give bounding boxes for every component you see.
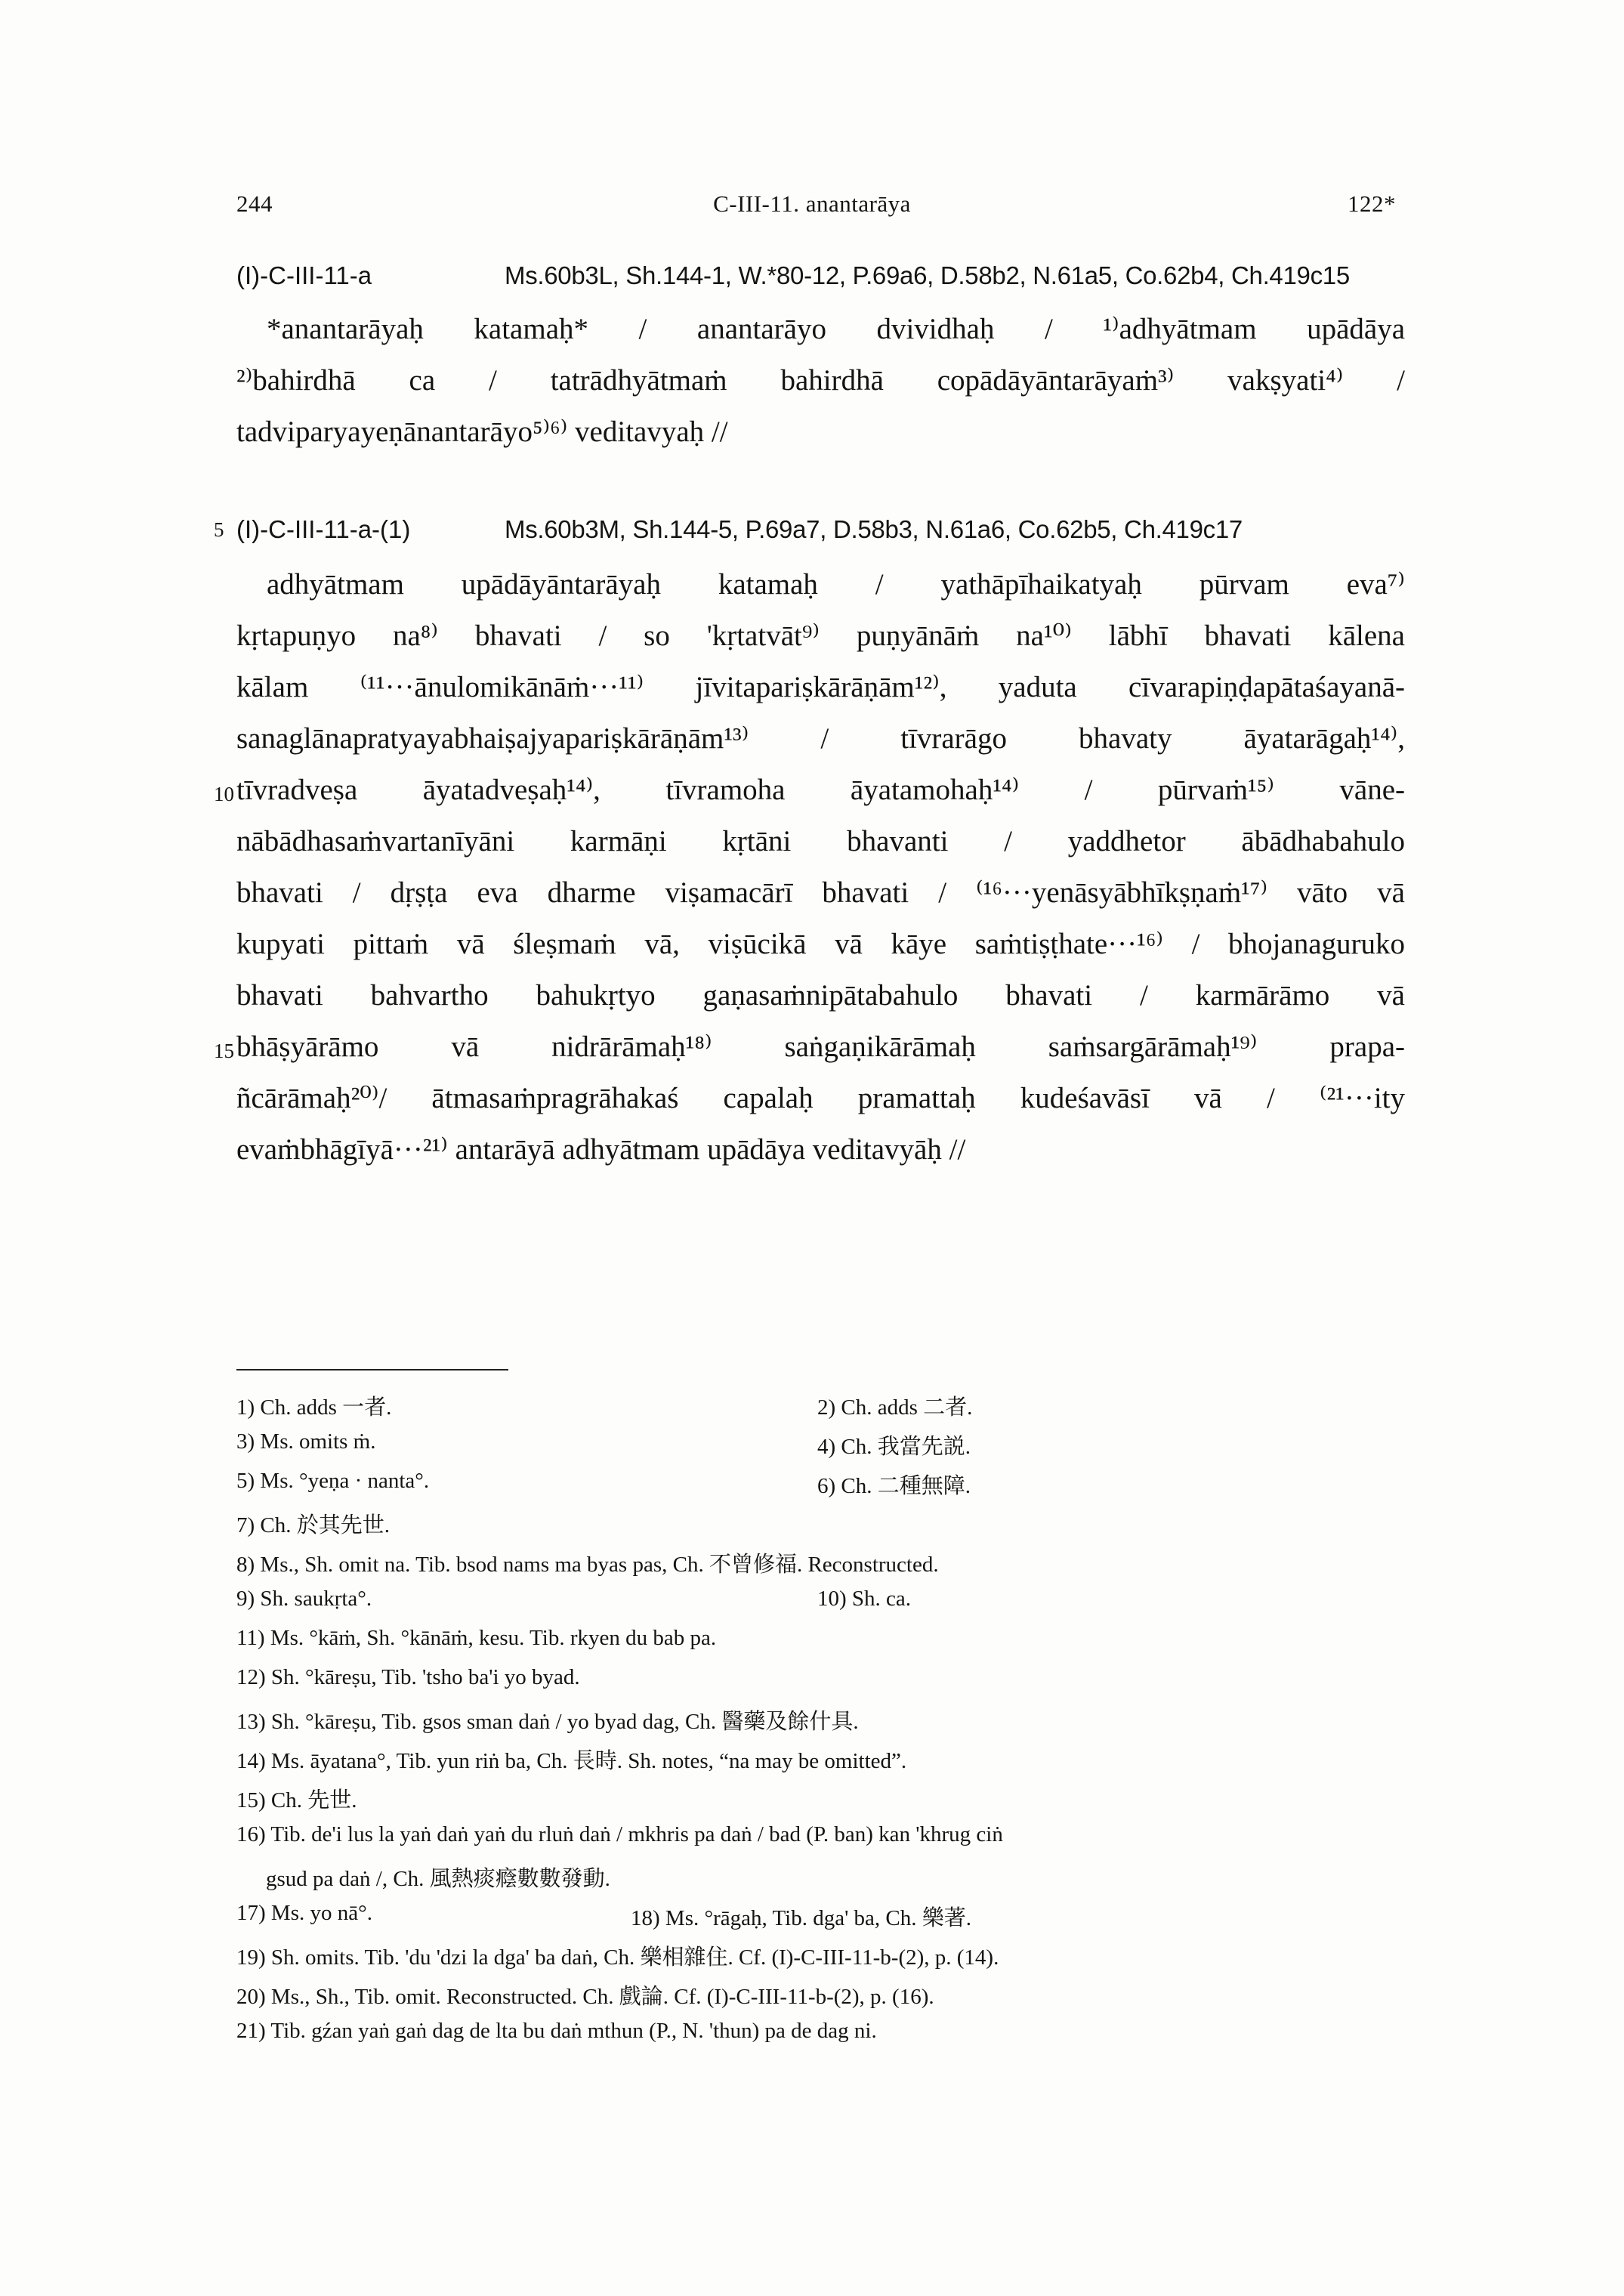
footnote: 1) Ch. adds 一者. (236, 1395, 392, 1420)
footnote: 11) Ms. °kāṁ, Sh. °kānāṁ, kesu. Tib. rkyen du bab pa. (236, 1626, 717, 1650)
text-line: kālam ⁽¹¹···ānulomikānāṁ···¹¹⁾ jīvitapariṣkārāṇām¹²⁾, yaduta cīvarapiṇḍapātaśayanā- (236, 671, 1405, 703)
footnote: 15) Ch. 先世. (236, 1788, 357, 1812)
footnote: 20) Ms., Sh., Tib. omit. Reconstructed. Ch. 戲論. Cf. (I)-C-III-11-b-(2), p. (16). (236, 1985, 934, 2009)
text-line: tīvradveṣa āyatadveṣaḥ¹⁴⁾, tīvramoha āyatamohaḥ¹⁴⁾ / pūrvaṁ¹⁵⁾ vāne- (236, 774, 1405, 806)
page-number-right: 122* (1348, 190, 1396, 217)
footnote: 9) Sh. saukṛta°. (236, 1587, 372, 1611)
footnote: 3) Ms. omits ṁ. (236, 1429, 376, 1454)
footnote: 8) Ms., Sh. omit na. Tib. bsod nams ma byas pas, Ch. 不曾修福. Reconstructed. (236, 1553, 939, 1577)
section-a-text (236, 304, 1405, 458)
text-line: ñcārāmaḥ²⁰⁾/ ātmasaṁpragrāhakaś capalaḥ pramattaḥ kudeśavāsī vā / ⁽²¹···ity (236, 1082, 1405, 1114)
text-line: ²⁾bahirdhā ca / tatrādhyātmaṁ bahirdhā copādāyāntarāyaṁ³⁾ vakṣyati⁴⁾ / (236, 364, 1405, 397)
text-line: bhavati / dṛṣṭa eva dharme viṣamacārī bhavati / ⁽¹⁶···yenāsyābhīkṣṇaṁ¹⁷⁾ vāto vā (236, 876, 1405, 909)
line-number: 5 (214, 518, 224, 541)
running-title: C-III-11. anantarāya (713, 190, 911, 217)
section-refs: Ms.60b3L, Sh.144-1, W.*80-12, P.69a6, D.58b2, N.61a5, Co.62b4, Ch.419c15 (505, 261, 1350, 289)
section-id: (I)-C-III-11-a (236, 261, 372, 289)
page-number-left: 244 (236, 190, 273, 217)
footnote: 2) Ch. adds 二者. (817, 1395, 973, 1420)
footnote: 10) Sh. ca. (817, 1587, 912, 1611)
text-line: bhavati bahvartho bahukṛtyo gaṇasaṁnipātabahulo bhavati / karmārāmo vā (236, 979, 1405, 1012)
text-line: evaṁbhāgīyā···²¹⁾ antarāyā adhyātmam upādāya veditavyāḥ // (236, 1133, 966, 1166)
text-line: nābādhasaṁvartanīyāni karmāṇi kṛtāni bhavanti / yaddhetor ābādhabahulo (236, 825, 1405, 858)
text-line: bhāṣyārāmo vā nidrārāmaḥ¹⁸⁾ saṅgaṇikārāmaḥ saṁsargārāmaḥ¹⁹⁾ prapa- (236, 1031, 1405, 1063)
text-line: sanaglānapratyayabhaiṣajyapariṣkārāṇām¹³⁾ / tīvrarāgo bhavaty āyatarāgaḥ¹⁴⁾, (236, 722, 1405, 755)
text-line: kupyati pittaṁ vā śleṣmaṁ vā, viṣūcikā vā kāye saṁtiṣṭhate···¹⁶⁾ / bhojanaguruko (236, 928, 1405, 960)
section-a1-text (236, 559, 1405, 1176)
section-refs: Ms.60b3M, Sh.144-5, P.69a7, D.58b3, N.61a6, Co.62b5, Ch.419c17 (505, 515, 1243, 543)
footnote: 6) Ch. 二種無障. (817, 1474, 971, 1498)
footnote: 5) Ms. °yeṇa · nanta°. (236, 1469, 430, 1493)
footnote: 16) Tib. de'i lus la yaṅ daṅ yaṅ du rluṅ daṅ / mkhris pa daṅ / bad (P. ban) kan 'khrug ciṅ (236, 1822, 1003, 1846)
footnote: 21) Tib. gźan yaṅ gaṅ dag de lta bu daṅ mthun (P., N. 'thun) pa de dag ni. (236, 2019, 877, 2043)
text-line: *anantarāyaḥ katamaḥ* / anantarāyo dvividhaḥ / ¹⁾adhyātmam upādāya (267, 313, 1405, 345)
text-line: adhyātmam upādāyāntarāyaḥ katamaḥ / yathāpīhaikatyaḥ pūrvam eva⁷⁾ (267, 568, 1405, 601)
footnote: 4) Ch. 我當先説. (817, 1435, 971, 1459)
footnote: 17) Ms. yo nā°. (236, 1901, 372, 1925)
text-line: tadviparyayeṇānantarāyo⁵⁾⁶⁾ veditavyaḥ // (236, 416, 728, 448)
footnote: 12) Sh. °kāreṣu, Tib. 'tsho ba'i yo byad. (236, 1665, 580, 1689)
footnote-rule (236, 1369, 508, 1370)
footnote: 14) Ms. āyatana°, Tib. yun riṅ ba, Ch. 長時. Sh. notes, “na may be omitted”. (236, 1749, 907, 1773)
footnote: 19) Sh. omits. Tib. 'du 'dzi la dga' ba daṅ, Ch. 樂相雜住. Cf. (I)-C-III-11-b-(2), p. (14). (236, 1945, 999, 1970)
line-number: 15 (214, 1040, 234, 1062)
footnote: 18) Ms. °rāgaḥ, Tib. dga' ba, Ch. 樂著. (631, 1906, 972, 1930)
section-id: (I)-C-III-11-a-(1) (236, 515, 411, 543)
text-line: kṛtapuṇyo na⁸⁾ bhavati / so 'kṛtatvāt⁹⁾ puṇyānāṁ na¹⁰⁾ lābhī bhavati kālena (236, 620, 1405, 652)
footnote: 13) Sh. °kāreṣu, Tib. gsos sman daṅ / yo byad dag, Ch. 醫藥及餘什具. (236, 1710, 859, 1734)
footnote-continuation: gsud pa daṅ /, Ch. 風熱痰癊數數發動. (266, 1867, 610, 1891)
footnote: 7) Ch. 於其先世. (236, 1513, 391, 1537)
line-number: 10 (214, 783, 234, 805)
